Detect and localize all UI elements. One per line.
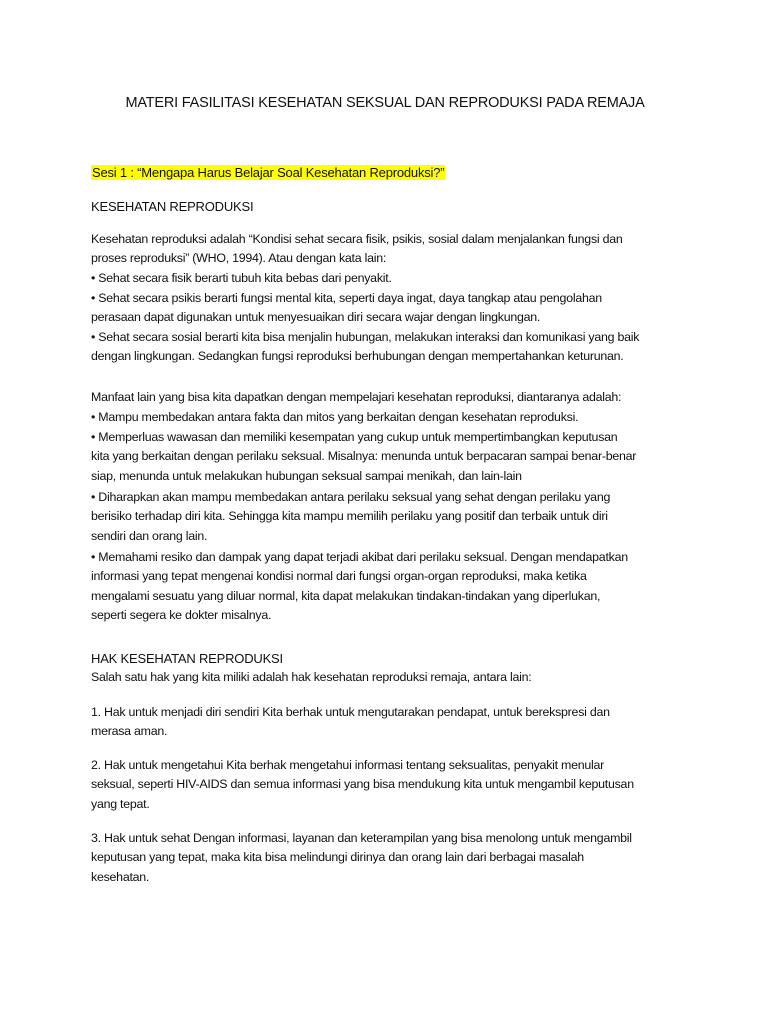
text-line: 1. Hak untuk menjadi diri sendiri Kita berhak untuk mengutarakan pendapat, untuk berekspresi dan [91, 705, 610, 719]
section-heading-hak-kesehatan-reproduksi: HAK KESEHATAN REPRODUKSI [91, 651, 283, 666]
paragraph-definition [91, 230, 679, 269]
text-line: kita yang berkaitan dengan perilaku seksual. Misalnya: menunda untuk berpacaran sampai benar-benar [91, 449, 637, 464]
text-line: yang tepat. [91, 796, 150, 811]
text-line: keputusan yang tepat, maka kita bisa melindungi dirinya dan orang lain dari berbagai masalah [91, 850, 584, 865]
list-item-hak-2 [91, 756, 679, 814]
text-line: 3. Hak untuk sehat Dengan informasi, layanan dan keterampilan yang bisa menolong untuk mengambil [91, 831, 632, 845]
text-line: • Diharapkan akan mampu membedakan antara perilaku seksual yang sehat dengan perilaku yang [91, 490, 611, 504]
text-line: 2. Hak untuk mengetahui Kita berhak mengetahui informasi tentang seksualitas, penyakit menular [91, 758, 605, 772]
section-heading-kesehatan-reproduksi: KESEHATAN REPRODUKSI [91, 199, 254, 214]
bullet-wawasan [91, 428, 679, 486]
text-line: Kesehatan reproduksi adalah “Kondisi sehat secara fisik, psikis, sosial dalam menjalankan fungsi dan [91, 232, 623, 246]
text-line: • Sehat secara fisik berarti tubuh kita bebas dari penyakit. [91, 271, 392, 285]
bullet-perilaku [91, 488, 679, 546]
bullet-fakta-mitos [91, 408, 679, 427]
bullet-sosial [91, 328, 679, 367]
text-line: merasa aman. [91, 724, 168, 739]
bullet-resiko [91, 548, 679, 626]
text-line: mengalami sesuatu yang diluar normal, kita dapat melakukan tindakan-tindakan yang diperlukan, [91, 588, 601, 603]
text-line: informasi yang tepat mengenai kondisi normal dari fungsi organ-organ reproduksi, maka ketika [91, 569, 587, 584]
text-line: perasaan dapat digunakan untuk menyesuaikan diri secara wajar dengan lingkungan. [91, 310, 541, 325]
text-line: proses reproduksi” (WHO, 1994). Atau dengan kata lain: [91, 251, 387, 266]
list-item-hak-3 [91, 829, 679, 887]
text-line: Salah satu hak yang kita miliki adalah hak kesehatan reproduksi remaja, antara lain: [91, 670, 532, 684]
bullet-fisik [91, 269, 679, 288]
text-line: seksual, seperti HIV-AIDS dan semua informasi yang bisa mendukung kita untuk mengambil keputusan [91, 777, 634, 792]
text-line: dengan lingkungan. Sedangkan fungsi reproduksi berhubungan dengan mempertahankan keturunan. [91, 349, 624, 364]
document-title: MATERI FASILITASI KESEHATAN SEKSUAL DAN REPRODUKSI PADA REMAJA [125, 95, 645, 111]
text-line: • Mampu membedakan antara fakta dan mitos yang berkaitan dengan kesehatan reproduksi. [91, 410, 579, 424]
text-line: • Memperluas wawasan dan memiliki kesempatan yang cukup untuk mempertimbangkan keputusan [91, 430, 618, 444]
text-line: • Sehat secara sosial berarti kita bisa menjalin hubungan, melakukan interaksi dan komunikasi yang baik [91, 330, 640, 344]
text-line: berisiko terhadap diri kita. Sehingga kita mampu memilih perilaku yang positif dan terbaik untuk diri [91, 509, 608, 524]
session-heading-highlighted: Sesi 1 : “Mengapa Harus Belajar Soal Kesehatan Reproduksi?” [92, 165, 445, 180]
list-item-hak-1 [91, 703, 679, 742]
text-line: sendiri dan orang lain. [91, 528, 208, 543]
bullet-psikis [91, 289, 679, 328]
text-line: kesehatan. [91, 869, 150, 884]
text-line: siap, menunda untuk melakukan hubungan seksual sampai menikah, dan lain-lain [91, 468, 522, 483]
paragraph-manfaat-intro [91, 388, 679, 407]
text-line: Manfaat lain yang bisa kita dapatkan dengan mempelajari kesehatan reproduksi, diantaranya adalah: [91, 390, 622, 404]
text-line: seperti segera ke dokter misalnya. [91, 608, 272, 623]
text-line: • Memahami resiko dan dampak yang dapat terjadi akibat dari perilaku seksual. Dengan mendapatkan [91, 550, 628, 564]
paragraph-hak-intro [91, 668, 679, 687]
text-line: • Sehat secara psikis berarti fungsi mental kita, seperti daya ingat, daya tangkap atau pengolahan [91, 291, 602, 305]
